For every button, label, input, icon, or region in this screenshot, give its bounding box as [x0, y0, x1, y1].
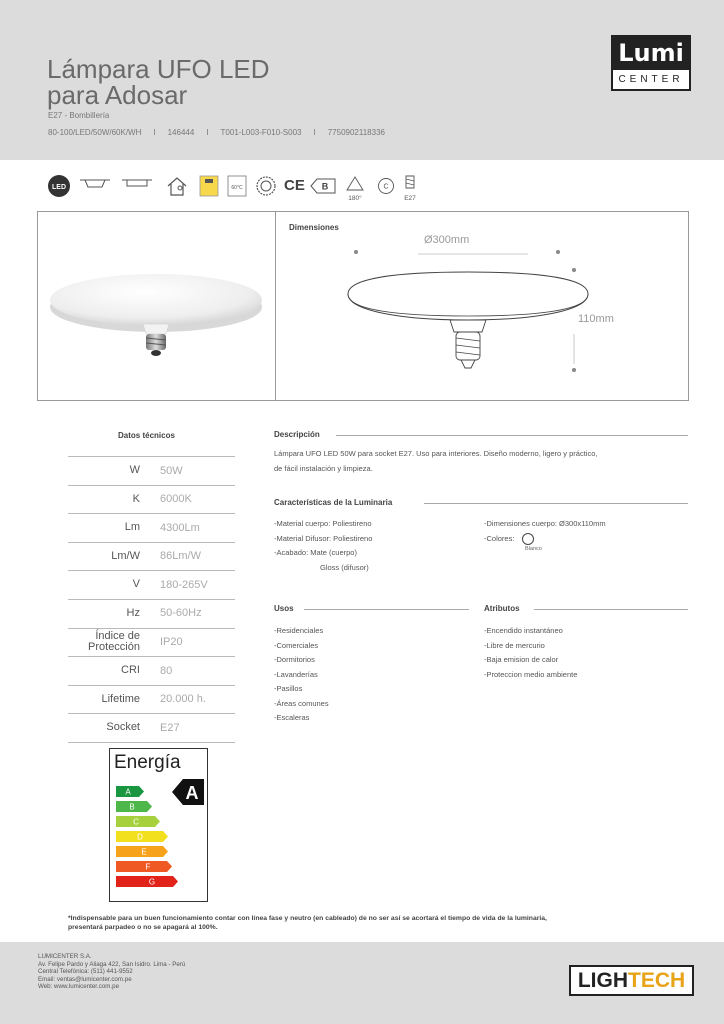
- table-row: [68, 513, 235, 542]
- company-email: Email: ventas@lumicenter.com.pe: [38, 975, 132, 983]
- socket-icon-label: E27: [404, 195, 416, 202]
- energy-rating-arrow: [172, 779, 204, 805]
- energy-bar-c: [116, 816, 160, 827]
- product-title-line2: para Adosar: [47, 80, 188, 110]
- features-right: [484, 517, 606, 546]
- colors-label: -Colores:: [484, 533, 515, 543]
- list-item: -Dormitorios: [274, 655, 315, 664]
- spec-label: Lifetime: [101, 692, 140, 705]
- spec-label: Índice de Protección: [88, 630, 140, 654]
- energy-bar-d: [116, 831, 168, 842]
- description-line2: de fácil instalación y limpieza.: [274, 463, 373, 473]
- spec-label: CRI: [121, 664, 140, 677]
- feature-item: -Dimensiones cuerpo: Ø300x110mm: [484, 519, 606, 528]
- feature-item: -Acabado: Mate (cuerpo): [274, 548, 357, 557]
- code-separator: I: [313, 128, 316, 137]
- energy-class-label: F: [145, 862, 151, 872]
- energy-class-label: C: [133, 817, 139, 827]
- panel-divider: [275, 212, 276, 400]
- energy-class-label: E: [141, 847, 147, 857]
- dimensions-title: Dimensiones: [289, 223, 339, 232]
- table-row: [68, 628, 235, 657]
- list-item: -Libre de mercurio: [484, 640, 545, 650]
- list-item: -Proteccion medio ambiente: [484, 669, 578, 679]
- spec-value: 6000K: [160, 493, 192, 506]
- spec-value: E27: [160, 721, 180, 734]
- table-row: [68, 656, 235, 685]
- c-mark-icon: [376, 174, 396, 198]
- spec-label: Lm/W: [111, 549, 140, 562]
- feature-item: [484, 532, 606, 547]
- atributos-rule: [534, 609, 688, 610]
- tech-data-table: [68, 456, 235, 743]
- list-item: -Residenciales: [274, 626, 324, 635]
- logo-top-text: Lumi: [613, 37, 689, 70]
- diameter-label: Ø300mm: [424, 234, 470, 246]
- list-item: -Lavanderías: [274, 669, 318, 679]
- feature-item: Gloss (difusor): [320, 562, 369, 572]
- white-color-swatch: [522, 533, 534, 545]
- ce-icon: CE: [284, 177, 305, 194]
- list-item: -Escaleras: [274, 713, 310, 722]
- energy-label: [109, 748, 208, 902]
- code-separator: I: [153, 128, 156, 137]
- spec-value: 4300Lm: [160, 521, 200, 534]
- feature-item: -Material cuerpo: Poliestireno: [274, 519, 372, 528]
- spec-value: IP20: [160, 636, 183, 649]
- spec-value: 50-60Hz: [160, 607, 202, 620]
- spec-label: Lm: [124, 521, 140, 534]
- indoor-icon: [165, 174, 189, 198]
- energy-rating-text: A: [185, 783, 199, 803]
- list-item: -Áreas comunes: [274, 698, 329, 708]
- code-ref: T001-L003-F010-S003: [220, 128, 302, 137]
- recessed-icon: [79, 174, 111, 198]
- product-photo: [46, 262, 268, 362]
- energy-bar-f: [116, 861, 172, 872]
- energy-class-label: A: [125, 787, 131, 797]
- spec-label: Socket: [106, 721, 140, 734]
- lightech-part1: LIGH: [577, 969, 628, 992]
- lifespan-icon: [255, 174, 277, 198]
- spec-value: 50W: [160, 464, 183, 477]
- footnote-line1: *Indispensable para un buen funcionamiento contar con línea fase y neutro (en cableado) de no ser así se acortará el tiempo de vida de la luminaria,: [68, 915, 547, 922]
- table-row: [68, 485, 235, 514]
- usos-list: [274, 624, 329, 726]
- table-row: [68, 713, 235, 743]
- product-codes: [48, 128, 385, 137]
- lightech-logo: [569, 965, 694, 996]
- spec-value: 80: [160, 664, 173, 677]
- color-name: Blanco: [525, 546, 542, 552]
- footnote: [68, 914, 698, 932]
- energy-class-label: D: [137, 832, 143, 842]
- code-sku: 146444: [167, 128, 195, 137]
- company-web: Web: www.lumicenter.com.pe: [38, 983, 120, 991]
- description-text: [274, 447, 694, 476]
- beam-angle-label: 180°: [348, 195, 362, 202]
- led-icon: [47, 174, 71, 198]
- class-b-label: B: [321, 181, 329, 192]
- list-item: -Comerciales: [274, 640, 319, 650]
- code-barcode: 7750902118336: [327, 128, 385, 137]
- company-name: LUMICENTER S.A.: [38, 953, 92, 960]
- features-rule: [424, 503, 688, 504]
- surface-icon: [121, 174, 153, 198]
- spec-label: K: [132, 492, 140, 505]
- beam-angle-icon: [343, 174, 367, 204]
- company-address: Av. Felipe Pardo y Aliaga 422, San Isidro. Lima - Perú: [38, 960, 186, 968]
- footnote-line2: presentará parpadeo o no se apagará al 100%.: [68, 924, 218, 931]
- spec-value: 20.000 h.: [160, 693, 206, 706]
- table-row: [68, 599, 235, 628]
- company-info: [38, 953, 185, 991]
- table-row: [68, 456, 235, 485]
- product-panel: [37, 211, 689, 401]
- logo-bottom-text: CENTER: [618, 74, 684, 85]
- feature-item: -Material Difusor: Poliestireno: [274, 533, 373, 543]
- features-title: Características de la Luminaria: [274, 498, 393, 507]
- usos-title: Usos: [274, 604, 294, 613]
- code-separator: I: [206, 128, 209, 137]
- list-item: -Encendido instantáneo: [484, 626, 563, 635]
- atributos-list: [484, 624, 577, 682]
- list-item: -Pasillos: [274, 684, 303, 693]
- description-rule: [336, 435, 688, 436]
- yellow-box-icon: [199, 174, 219, 198]
- temperature-icon: [227, 174, 247, 198]
- tech-data-title: Datos técnicos: [118, 431, 175, 440]
- spec-label: V: [132, 578, 140, 591]
- table-row: [68, 542, 235, 571]
- table-row: [68, 685, 235, 714]
- usos-rule: [304, 609, 469, 610]
- code-model: 80-100/LED/50W/60K/WH: [48, 128, 142, 137]
- list-item: -Baja emision de calor: [484, 655, 559, 664]
- table-row: [68, 570, 235, 599]
- lumicenter-logo: [611, 35, 691, 91]
- spec-label: Hz: [126, 606, 140, 619]
- energy-bar-g: [116, 876, 178, 887]
- energy-bar-e: [116, 846, 168, 857]
- features-left: [274, 517, 372, 575]
- product-title-line1: Lámpara UFO LED: [47, 54, 270, 84]
- energy-bar-b: [116, 801, 152, 812]
- led-icon-label: LED: [52, 184, 66, 191]
- description-title: Descripción: [274, 430, 320, 439]
- spec-label: W: [129, 464, 140, 476]
- atributos-title: Atributos: [484, 604, 520, 613]
- height-label: 110mm: [578, 313, 614, 325]
- energy-title: Energía: [114, 752, 181, 773]
- c-mark-label: C: [383, 183, 389, 191]
- product-subtitle: E27 - Bombillería: [48, 111, 110, 120]
- class-b-icon: [309, 174, 337, 198]
- energy-class-label: B: [129, 802, 135, 812]
- temperature-icon-label: 60°C: [231, 185, 243, 191]
- lightech-part2: TECH: [628, 969, 686, 992]
- description-line1: Lámpara UFO LED 50W para socket E27. Uso para interiores. Diseño moderno, ligero y práctico,: [274, 449, 598, 458]
- company-phone: Central Telefónica: (511) 441-9552: [38, 968, 133, 976]
- socket-icon: [400, 174, 420, 204]
- spec-value: 180-265V: [160, 578, 208, 591]
- spec-value: 86Lm/W: [160, 550, 201, 563]
- energy-class-label: G: [148, 877, 156, 887]
- energy-bar-a: [116, 786, 144, 797]
